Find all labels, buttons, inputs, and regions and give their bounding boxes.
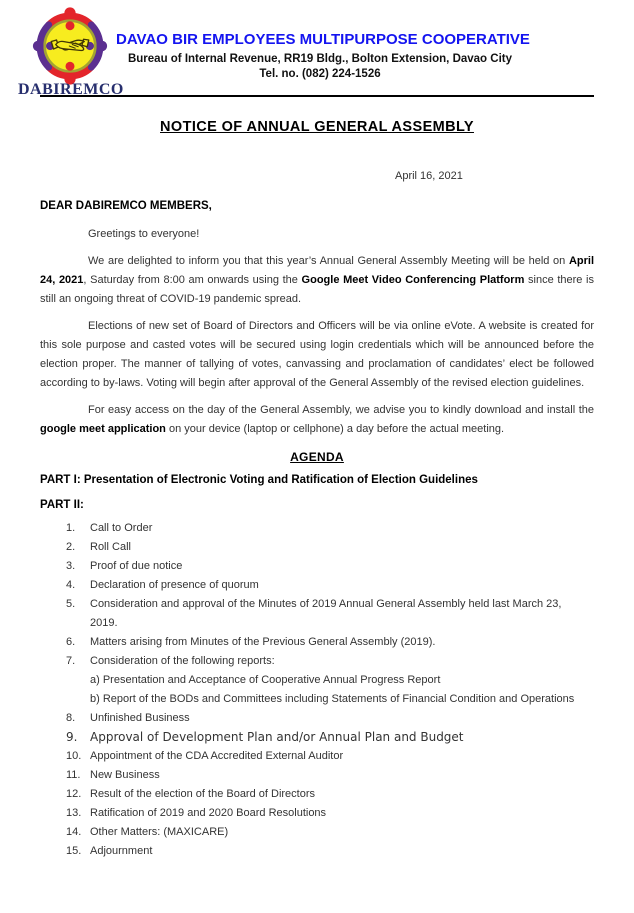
agenda-item-number: 7. bbox=[66, 655, 76, 667]
agenda-item-text: Ratification of 2019 and 2020 Board Resolutions bbox=[90, 807, 327, 819]
agenda-item-number: 2. bbox=[66, 541, 76, 553]
agenda-item-text: Matters arising from Minutes of the Previous General Assembly (2019). bbox=[90, 636, 436, 648]
part1-heading: PART I: Presentation of Electronic Voting and Ratification of Election Guidelines bbox=[40, 474, 478, 486]
agenda-item-12 bbox=[40, 785, 594, 804]
agenda-item-text: Consideration and approval of the Minutes of 2019 Annual General Assembly held last March 23, 2019. bbox=[90, 598, 562, 629]
agenda-item-14 bbox=[40, 823, 594, 842]
agenda-item-text: Other Matters: (MAXICARE) bbox=[90, 826, 229, 838]
salutation: DEAR DABIREMCO MEMBERS, bbox=[40, 200, 212, 212]
agenda-item-number: 10. bbox=[66, 750, 82, 762]
agenda-subitem-b: b) Report of the BODs and Committees including Statements of Financial Condition and Operations bbox=[90, 693, 575, 705]
agenda-item-2 bbox=[40, 538, 594, 557]
agenda-item-15 bbox=[40, 842, 594, 861]
org-info bbox=[116, 31, 530, 82]
agenda-item-text: Declaration of presence of quorum bbox=[90, 579, 259, 591]
agenda-item-10 bbox=[40, 747, 594, 766]
agenda-list bbox=[40, 519, 594, 861]
agenda-item-text: Unfinished Business bbox=[90, 712, 190, 724]
agenda-item-number: 11. bbox=[66, 769, 81, 781]
cooperative-emblem-icon bbox=[32, 7, 108, 85]
agenda-item-number: 14. bbox=[66, 826, 82, 838]
agenda-item-number: 3. bbox=[66, 560, 76, 572]
agenda-item-text: New Business bbox=[90, 769, 160, 781]
agenda-item-5 bbox=[40, 595, 594, 633]
agenda-item-4 bbox=[40, 576, 594, 595]
agenda-item-number: 4. bbox=[66, 579, 76, 591]
agenda-item-1 bbox=[40, 519, 594, 538]
agenda-item-number: 9. bbox=[66, 730, 78, 744]
agenda-item-8 bbox=[40, 709, 594, 728]
agenda-item-number: 6. bbox=[66, 636, 76, 648]
agenda-item-text bbox=[90, 652, 594, 709]
agenda-item-number: 5. bbox=[66, 598, 76, 610]
org-name: DAVAO BIR EMPLOYEES MULTIPURPOSE COOPERATIVE bbox=[116, 31, 530, 48]
logo-wordmark: DABIREMCO bbox=[18, 81, 124, 98]
dabiremco-logo bbox=[18, 7, 122, 99]
agenda-item-3 bbox=[40, 557, 594, 576]
agenda-item-9 bbox=[40, 728, 594, 747]
agenda-item-number: 15. bbox=[66, 845, 82, 857]
agenda-item-11 bbox=[40, 766, 594, 785]
agenda-item-text: Result of the election of the Board of Directors bbox=[90, 788, 316, 800]
paragraph-meeting-details: We are delighted to inform you that this year’s Annual General Assembly Meeting will be held on April 24, 2021, Saturday from 8:00 am onwards using the Google Meet Video Conferencing Platform since there is still an ongoing threat of COVID-19 pandemic spread. bbox=[40, 255, 594, 305]
paragraph-elections: Elections of new set of Board of Directors and Officers will be via online eVote. A website is created for this sole purpose and casted votes will be secured using login credentials which will be announced before the election proper. The manner of tallying of votes, canvassing and proclamation of candidates’ elect be followed according to by-laws. Voting will begin after approval of the General Assembly of the revised election guidelines. bbox=[40, 320, 594, 389]
agenda-item-text: Appointment of the CDA Accredited External Auditor bbox=[90, 750, 344, 762]
agenda-subitem-a: a) Presentation and Acceptance of Cooperative Annual Progress Report bbox=[90, 674, 441, 686]
org-address: Bureau of Internal Revenue, RR19 Bldg., Bolton Extension, Davao City bbox=[127, 53, 513, 65]
document-title: NOTICE OF ANNUAL GENERAL ASSEMBLY bbox=[160, 119, 474, 135]
agenda-item-text: Adjournment bbox=[90, 845, 153, 857]
agenda-item-text: Approval of Development Plan and/or Annual Plan and Budget bbox=[90, 730, 464, 744]
agenda-item-number: 8. bbox=[66, 712, 76, 724]
agenda-item-6 bbox=[40, 633, 594, 652]
agenda-item-text: Call to Order bbox=[90, 522, 153, 534]
agenda-item-number: 13. bbox=[66, 807, 82, 819]
agenda-item-text: Roll Call bbox=[90, 541, 131, 553]
agenda-item-text: Proof of due notice bbox=[90, 560, 183, 572]
agenda-heading: AGENDA bbox=[290, 450, 344, 464]
paragraph-google-meet: For easy access on the day of the General Assembly, we advise you to kindly download and install the google meet application on your device (laptop or cellphone) a day before the actual meeting. bbox=[40, 404, 594, 435]
agenda-item-7 bbox=[40, 652, 594, 709]
part2-heading: PART II: bbox=[40, 499, 84, 511]
org-phone: Tel. no. (082) 224-1526 bbox=[259, 68, 381, 80]
paragraph-greeting: Greetings to everyone! bbox=[88, 228, 200, 240]
agenda-item-text-line: Consideration of the following reports: bbox=[90, 655, 275, 667]
document-date: April 16, 2021 bbox=[395, 170, 463, 182]
agenda-item-number: 1. bbox=[66, 522, 76, 534]
header-divider bbox=[40, 95, 594, 97]
agenda-item-13 bbox=[40, 804, 594, 823]
letter-body bbox=[40, 112, 594, 861]
agenda-item-number: 12. bbox=[66, 788, 82, 800]
